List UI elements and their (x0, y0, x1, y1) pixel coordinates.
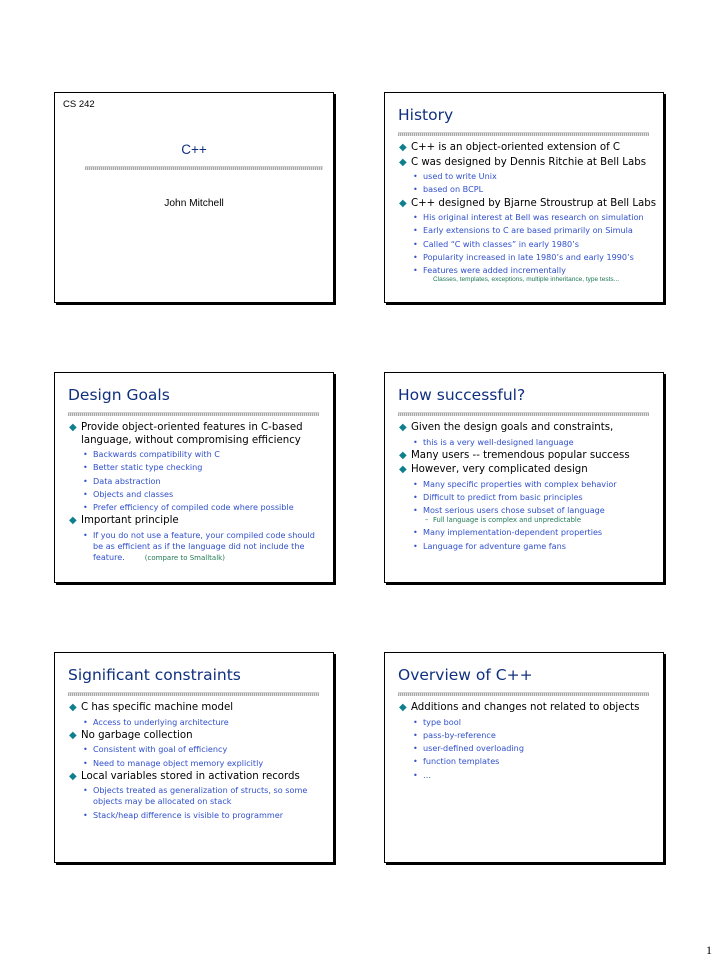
sub-bullet-item: • user-defined overloading (413, 743, 524, 754)
slide-title: History (398, 106, 454, 124)
sub-bullet-item: • Objects treated as generalization of structs, so some objects may be allocated on stack (83, 785, 308, 807)
sub-bullet-item: • Prefer efficiency of compiled code where possible (83, 502, 294, 513)
sub-bullet-item: • Many implementation-dependent properties (413, 527, 603, 538)
dot-bullet-icon: • (83, 449, 88, 459)
sub-bullet-item: • Stack/heap difference is visible to programmer (83, 809, 284, 820)
bullet-item: ◆ However, very complicated design (399, 464, 588, 476)
diamond-bullet-icon: ◆ (399, 197, 407, 209)
dot-bullet-icon: • (83, 757, 88, 768)
dot-bullet-icon: • (413, 729, 418, 740)
diamond-bullet-icon: ◆ (399, 702, 407, 713)
dot-bullet-icon: • (413, 492, 418, 503)
sub-bullet-item: • this is a very well-designed language (413, 436, 574, 447)
page-number: 1 (706, 943, 712, 957)
diamond-bullet-icon: ◆ (399, 142, 407, 153)
dot-bullet-icon: • (413, 756, 418, 767)
sub-bullet-item: • If you do not use a feature, your compiled code should be as efficient as if the language did not include the feature. (compare to Smalltalk) (83, 529, 315, 562)
slide-significant-constraints (54, 652, 334, 863)
author-name: John Mitchell (164, 198, 224, 209)
bullet-item: ◆ Many users -- tremendous popular success (399, 449, 630, 461)
sub-bullet-item: • pass-by-reference (413, 729, 496, 740)
dot-bullet-icon: • (413, 478, 418, 489)
presentation-title: C++ (181, 142, 207, 157)
sub-bullet-item: • Many specific properties with complex behavior (413, 478, 617, 489)
bullet-item: ◆ Local variables stored in activation records (69, 770, 300, 782)
title-divider (398, 132, 649, 136)
sub-bullet-item: • based on BCPL (413, 184, 484, 195)
dot-bullet-icon: • (413, 505, 418, 516)
dot-bullet-icon: • (413, 769, 418, 780)
course-label: CS 242 (63, 99, 95, 110)
dot-bullet-icon: • (413, 527, 418, 538)
diamond-bullet-icon: ◆ (69, 422, 77, 433)
dot-bullet-icon: • (413, 743, 418, 754)
comparison-note: (compare to Smalltalk) (144, 553, 225, 562)
diamond-bullet-icon: ◆ (399, 449, 407, 461)
bullet-item: ◆ C++ designed by Bjarne Stroustrup at Bell Labs (399, 197, 657, 209)
bullet-item: ◆ C was designed by Dennis Ritchie at Bell Labs (399, 156, 646, 168)
bullet-item: ◆ C++ is an object-oriented extension of C (399, 142, 621, 153)
bullet-item: ◆ No garbage collection (69, 729, 193, 741)
sub-bullet-item: • function templates (413, 756, 500, 767)
slide-design-goals (54, 372, 334, 583)
diamond-bullet-icon: ◆ (69, 770, 77, 782)
slide-content (69, 422, 327, 566)
title-divider (68, 412, 319, 416)
slide-title: Significant constraints (68, 666, 241, 684)
sub-bullet-item: • type bool (413, 716, 461, 727)
dot-bullet-icon: • (83, 809, 88, 820)
dot-bullet-icon: • (413, 436, 418, 447)
slide-history (384, 92, 664, 303)
sub-bullet-item: • Features were added incrementally (413, 265, 566, 276)
sub-bullet-item: • Objects and classes (83, 488, 174, 499)
dot-bullet-icon: • (413, 184, 418, 195)
dot-bullet-icon: • (83, 529, 88, 540)
diamond-bullet-icon: ◆ (69, 729, 77, 741)
diamond-bullet-icon: ◆ (399, 156, 407, 168)
slide-content (69, 702, 327, 823)
dot-bullet-icon: • (413, 225, 418, 236)
dot-bullet-icon: • (83, 488, 88, 499)
dot-bullet-icon: • (83, 462, 88, 473)
dot-bullet-icon: • (413, 716, 418, 727)
bullet-item: ◆ C has specific machine model (69, 702, 234, 713)
dot-bullet-icon: • (413, 540, 418, 551)
sub-bullet-item: • Consistent with goal of efficiency (83, 744, 228, 755)
diamond-bullet-icon: ◆ (69, 515, 77, 527)
dot-bullet-icon: • (83, 744, 88, 755)
slide-title: Design Goals (68, 386, 170, 404)
dot-bullet-icon: • (83, 785, 88, 796)
sub-bullet-item: • Access to underlying architecture (83, 716, 229, 727)
dash-bullet-icon: – (425, 516, 429, 525)
diamond-bullet-icon: ◆ (399, 464, 407, 476)
sub-bullet-item: • Most serious users chose subset of language (413, 505, 605, 516)
sub-bullet-item: • Popularity increased in late 1980’s and early 1990’s (413, 251, 634, 262)
sub-bullet-item: • His original interest at Bell was research on simulation (413, 212, 644, 223)
dot-bullet-icon: • (413, 171, 418, 181)
dot-bullet-icon: • (413, 265, 418, 276)
dot-bullet-icon: • (83, 716, 88, 727)
bullet-item: ◆ Additions and changes not related to objects (399, 702, 640, 713)
bullet-item: ◆ Provide object-oriented features in C-based language, without compromising efficiency (69, 422, 303, 446)
dot-bullet-icon: • (413, 251, 418, 262)
diamond-bullet-icon: ◆ (399, 422, 407, 433)
sub-bullet-item: • Language for adventure game fans (413, 540, 566, 551)
sub-bullet-item: • Data abstraction (83, 475, 161, 486)
bullet-item: ◆ Important principle (69, 515, 179, 527)
sub-bullet-item: • Better static type checking (83, 462, 203, 473)
title-slide (54, 92, 334, 303)
dot-bullet-icon: • (413, 238, 418, 249)
sub-bullet-item: • … (413, 769, 432, 780)
sub-bullet-item: • Difficult to predict from basic principles (413, 492, 583, 503)
slide-title: How successful? (398, 386, 526, 404)
title-divider (398, 692, 649, 696)
dot-bullet-icon: • (83, 475, 88, 486)
title-divider (398, 412, 649, 416)
title-divider (68, 692, 319, 696)
sub-sub-bullet-item: – Full language is complex and unpredictable (425, 516, 582, 525)
sub-bullet-item: • Early extensions to C are based primarily on Simula (413, 225, 633, 236)
bullet-item: ◆ Given the design goals and constraints, (399, 422, 614, 433)
diamond-bullet-icon: ◆ (69, 702, 77, 713)
sub-bullet-item: • Called “C with classes” in early 1980’s (413, 238, 579, 249)
title-divider (85, 166, 323, 170)
dot-bullet-icon: • (413, 212, 418, 223)
feature-note: Classes, templates, exceptions, multiple inheritance, type tests... (433, 276, 620, 284)
sub-bullet-item: • used to write Unix (413, 171, 497, 181)
dot-bullet-icon: • (83, 502, 88, 513)
slide-how-successful (384, 372, 664, 583)
slide-content (399, 422, 657, 554)
slide-overview-cpp (384, 652, 664, 863)
slide-title: Overview of C++ (398, 666, 533, 684)
sub-bullet-item: • Backwards compatibility with C (83, 449, 220, 459)
slide-content (399, 142, 657, 283)
slide-content (399, 702, 657, 783)
sub-bullet-item: • Need to manage object memory explicitly (83, 757, 264, 768)
